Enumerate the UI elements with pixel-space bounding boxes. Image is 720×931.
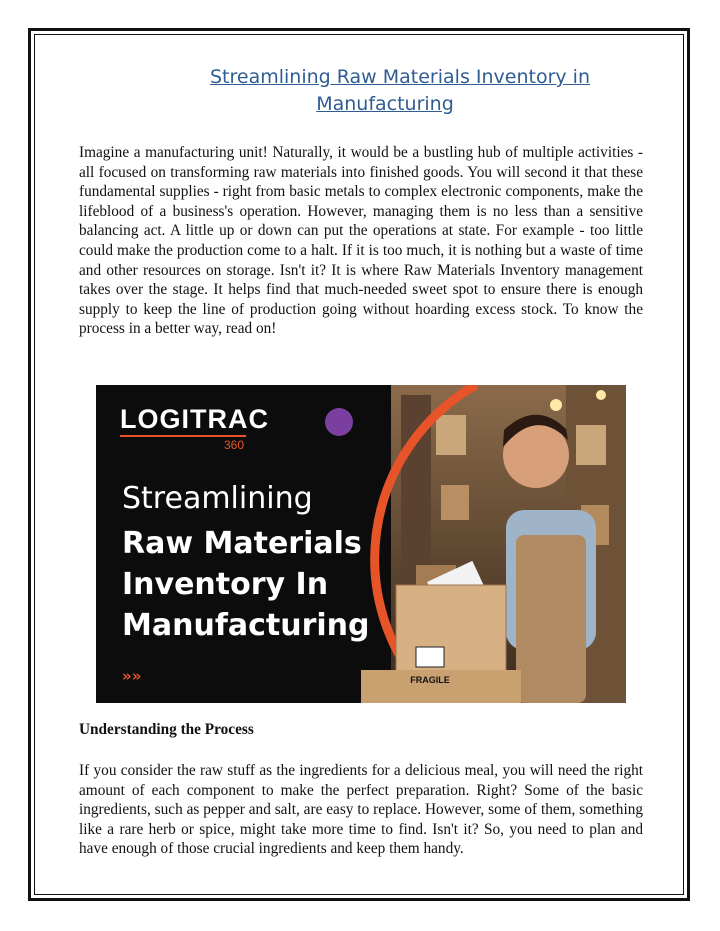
banner-line-3: Inventory In [122, 567, 329, 602]
section-paragraph: If you consider the raw stuff as the ingredients for a delicious meal, you will need the right amount of each component to make the perfect preparation. Right? Some of the basic ingredients, such as pepper and salt, are easy to replace. However, some of them, something like a rare herb or spice, might take more time to find. Isn't it? So, you need to plan and have enough of those crucial ingredients and keep them handy. [79, 762, 643, 858]
banner-image [96, 385, 626, 703]
document-title [90, 64, 680, 118]
logo-text: LOGITRAC [120, 404, 269, 434]
arrows-icon: »» [122, 667, 142, 685]
document-title-line-2: Manufacturing [316, 93, 454, 115]
intro-paragraph: Imagine a manufacturing unit! Naturally, it would be a bustling hub of multiple activities - all focused on transforming raw materials into finished goods. You will second it that these fundamental supplies - right from basic metals to complex electronic components, make the lifeblood of a business's operation. However, managing them is no less than a sensitive balancing act. A little up or down can put the operations at state. For example - too little could make the production come to a halt. If it is too much, it is nothing but a waste of time and other resources on storage. Isn't it? It is where Raw Materials Inventory management takes over the stage. It helps find that much-needed sweet spot to ensure there is enough supply to keep the line of production going without hoarding excess stock. To know the process in a better way, read on! [79, 144, 643, 338]
banner-line-4: Manufacturing [122, 608, 370, 643]
banner-line-2: Raw Materials [122, 526, 362, 561]
banner-graphic [96, 385, 626, 703]
logo-sub: 360 [224, 438, 245, 452]
banner-line-1: Streamlining [122, 481, 313, 516]
section-heading: Understanding the Process [79, 721, 254, 738]
purple-dot [325, 408, 353, 436]
document-title-line-1: Streamlining Raw Materials Inventory in [209, 66, 590, 88]
box-label: FRAGILE [410, 675, 450, 685]
